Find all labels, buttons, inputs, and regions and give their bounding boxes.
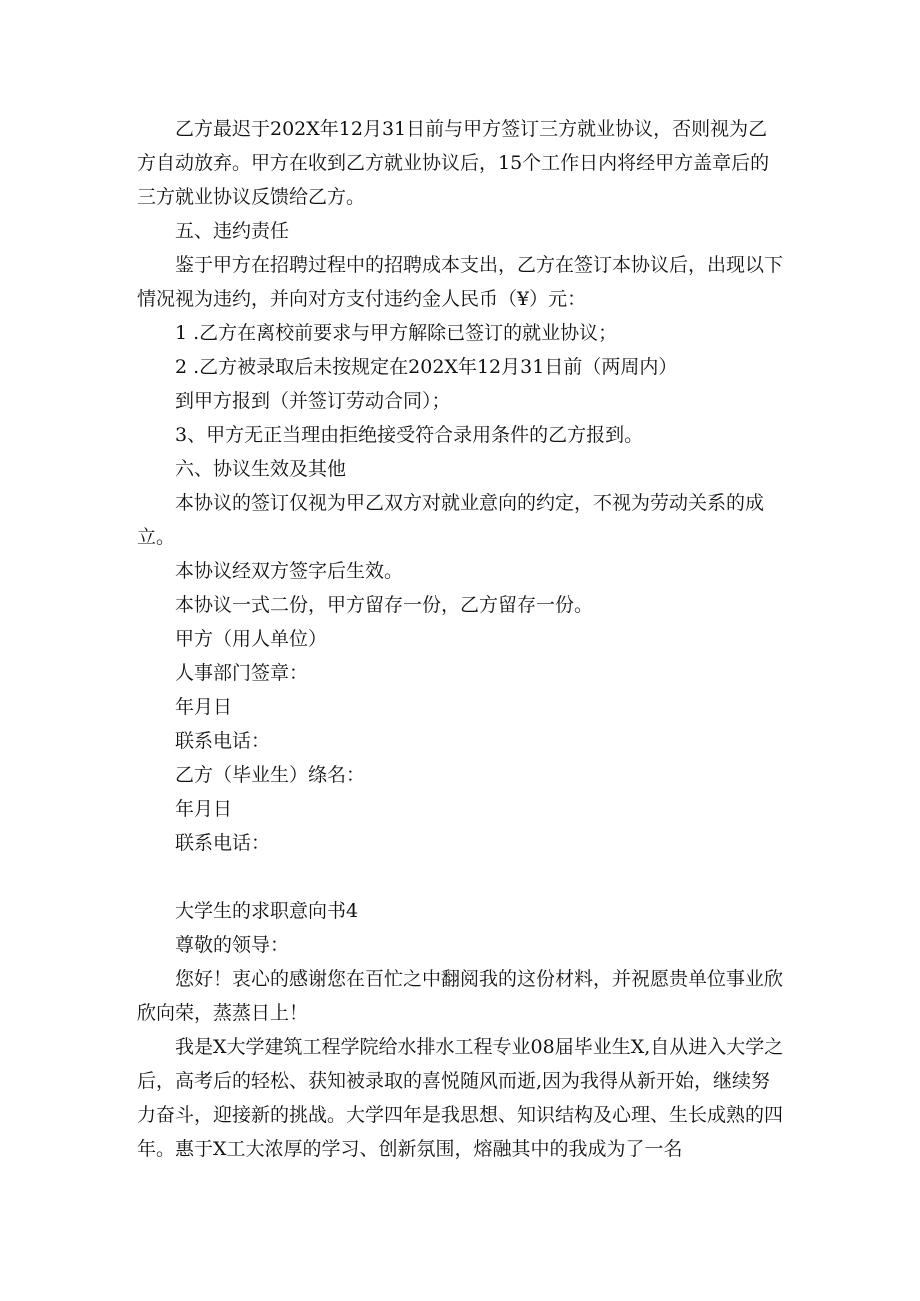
party-a-label: 甲方（用人单位） — [175, 628, 328, 650]
paragraph-agreement-nature: 本协议的签订仅视为甲乙双方对就业意向的约定，不视为劳动关系的成立。 — [137, 492, 765, 548]
section-title-job-intention-letter: 大学生的求职意向书4 — [175, 900, 359, 922]
party-b-date-label: 年月日 — [175, 798, 233, 820]
party-a-phone-label: 联系电话： — [175, 730, 271, 752]
list-item-2: 2 .乙方被录取后未按规定在202X年12月31日前（两周内） — [175, 356, 678, 378]
heading-breach-liability: 五、违约责任 — [175, 220, 290, 242]
paragraph-breach-intro: 鉴于甲方在招聘过程中的招聘成本支出，乙方在签订本协议后，出现以下情况视为违约，并向对方支付违约金人民币（¥）元： — [137, 254, 784, 310]
paragraph-greeting: 您好！衷心的感谢您在百忙之中翻阅我的这份材料，并祝愿贵单位事业欣欣向荣，蒸蒸日上！ — [137, 968, 784, 1024]
list-item-1: 1 .乙方在离校前要求与甲方解除已签订的就业协议； — [175, 322, 618, 344]
party-a-seal-label: 人事部门签章： — [175, 662, 309, 684]
paragraph-signing-deadline: 乙方最迟于202X年12月31日前与甲方签订三方就业协议，否则视为乙方自动放弃。甲方在收到乙方就业协议后，15个工作日内将经甲方盖章后的三方就业协议反馈给乙方。 — [137, 118, 770, 208]
party-b-signature-label: 乙方（毕业生）绦名： — [175, 764, 366, 786]
heading-effectiveness: 六、协议生效及其他 — [175, 458, 347, 480]
party-b-phone-label: 联系电话： — [175, 832, 271, 854]
party-a-date-label: 年月日 — [175, 696, 233, 718]
salutation: 尊敬的领导： — [175, 934, 290, 956]
paragraph-effective-on-signing: 本协议经双方签字后生效。 — [175, 560, 404, 582]
list-item-3: 3、甲方无正当理由拒绝接受符合录用条件的乙方报到。 — [175, 424, 644, 446]
list-item-2-continued: 到甲方报到（并签订劳动合同）； — [175, 390, 451, 412]
paragraph-self-introduction: 我是X大学建筑工程学院给水排水工程专业08届毕业生X,自从进入大学之后，高考后的轻松、获知被录取的喜悦随风而逝,因为我得从新开始，继续努力奋斗，迎接新的挑战。大学四年是我思想、知识结构及心理、生长成熟的四年。惠于X工大浓厚的学习、创新氛围，熔融其中的我成为了一名 — [137, 1036, 784, 1160]
paragraph-copies: 本协议一式二份，甲方留存一份，乙方留存一份。 — [175, 594, 594, 616]
